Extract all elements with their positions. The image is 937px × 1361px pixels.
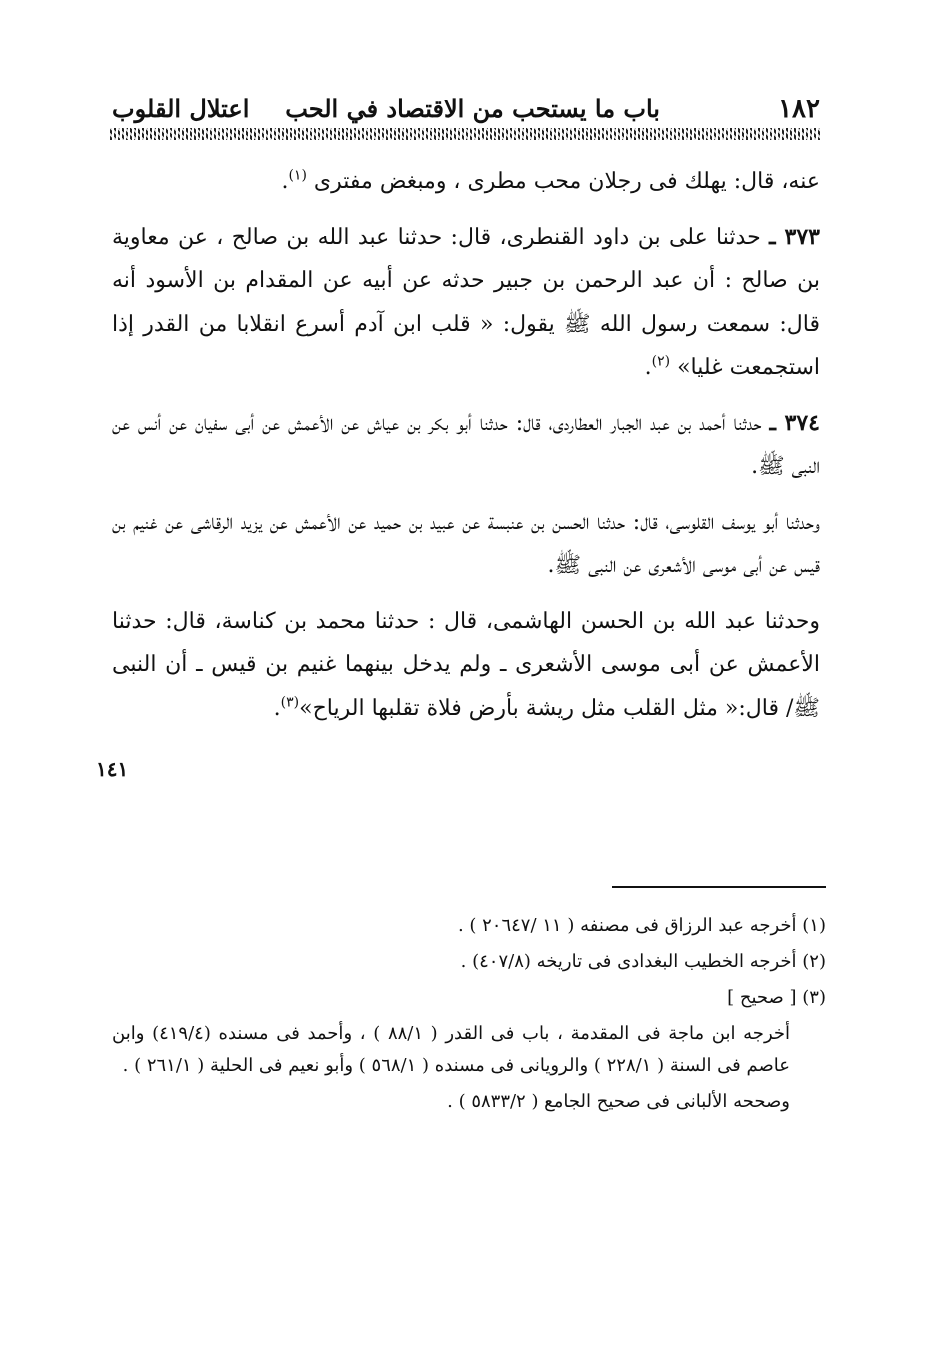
footnote-3-grading: وصححه الألبانى فى صحيح الجامع ( ٥٨٣٣/٢ ) . bbox=[447, 1091, 790, 1112]
footnote-ref-3: (٣) bbox=[280, 694, 300, 711]
footnote-separator bbox=[612, 886, 826, 888]
footnote-2: (٢) أخرجه الخطيب البغدادى فى تاريخه (٤٠٧/٨) . bbox=[460, 951, 826, 972]
footnote-1: (١) أخرجه عبد الرزاق فى مصنفه ( ١١ /٢٠٦٤٧ ) . bbox=[457, 915, 826, 936]
footnotes bbox=[112, 910, 826, 1122]
main-text bbox=[112, 160, 820, 742]
footnote-ref-2: (٢) bbox=[651, 353, 671, 370]
footnote-3: (٣) [ صحيح ] bbox=[727, 987, 826, 1008]
hadith-373: ٣٧٣ ـ حدثنا على بن داود القنطرى، قال: حدثنا عبد الله بن صالح ، عن معاوية بن صالح : أن عبد الرحمن بن جبير حدثه عن أبيه عن المقدام بن الأسود أنه قال: سمعت رسول الله ﷺ يقول: « قلب ابن آدم أسرع انقلابا من القدر إذا استجمعت غليا» $^{(٢)}$. bbox=[112, 223, 820, 380]
hadith-number-373: ٣٧٣ ـ bbox=[769, 223, 820, 250]
page-header bbox=[112, 92, 820, 128]
book-title: اعتلال القلوب bbox=[112, 94, 250, 123]
margin-reference: ١٤١ bbox=[96, 757, 129, 781]
paragraph-continuation: عنه، قال: يهلك فى رجلان محب مطرى ، ومبغض مفترى $^{(١)}$. bbox=[281, 167, 820, 194]
footnote-3-detail: أخرجه ابن ماجة فى المقدمة ، باب فى القدر ( ٨٨/١ ) ، وأحمد فى مسنده (٤١٩/٤) وابن عاصم فى السنة ( ٢٢٨/١ ) والرويانى فى مسنده ( ٥٦٨/١ ) وأبو نعيم فى الحلية ( ٢٦١/١ ) . bbox=[112, 1023, 790, 1076]
chain-abdullah-hashimi: وحدثنا عبد الله بن الحسن الهاشمى، قال : حدثنا محمد بن كناسة، قال: حدثنا الأعمش عن أبى موسى الأشعرى ـ ولم يدخل بينهما غنيم بن قيس ـ أن النبى ﷺ/ قال:« مثل القلب مثل ريشة بأرض فلاة تقلبها الرياح»$^{(٣)}$. bbox=[112, 608, 820, 721]
chapter-title: باب ما يستحب من الاقتصاد في الحب bbox=[285, 94, 660, 123]
hadith-374: ٣٧٤ ـ حدثنا أحمد بن عبد الجبار العطاردى، قال: حدثنا أبو بكر بن عياش عن الأعمش عن أبى سفيان عن أنس عن النبى ﷺ. bbox=[112, 409, 820, 479]
hadith-number-374: ٣٧٤ ـ bbox=[769, 409, 820, 436]
header-ornament-rule bbox=[110, 128, 822, 140]
footnote-ref-1: (١) bbox=[288, 167, 307, 184]
page-number: ١٨٢ bbox=[778, 94, 820, 124]
chain-abu-yusuf: وحدثنا أبو يوسف القلوسى، قال: حدثنا الحسن بن عنبسة عن عبيد بن حميد عن الأعمش عن يزيد الرقاشى عن غنيم بن قيس عن أبى موسى الأشعرى عن النبى ﷺ. bbox=[112, 509, 820, 578]
